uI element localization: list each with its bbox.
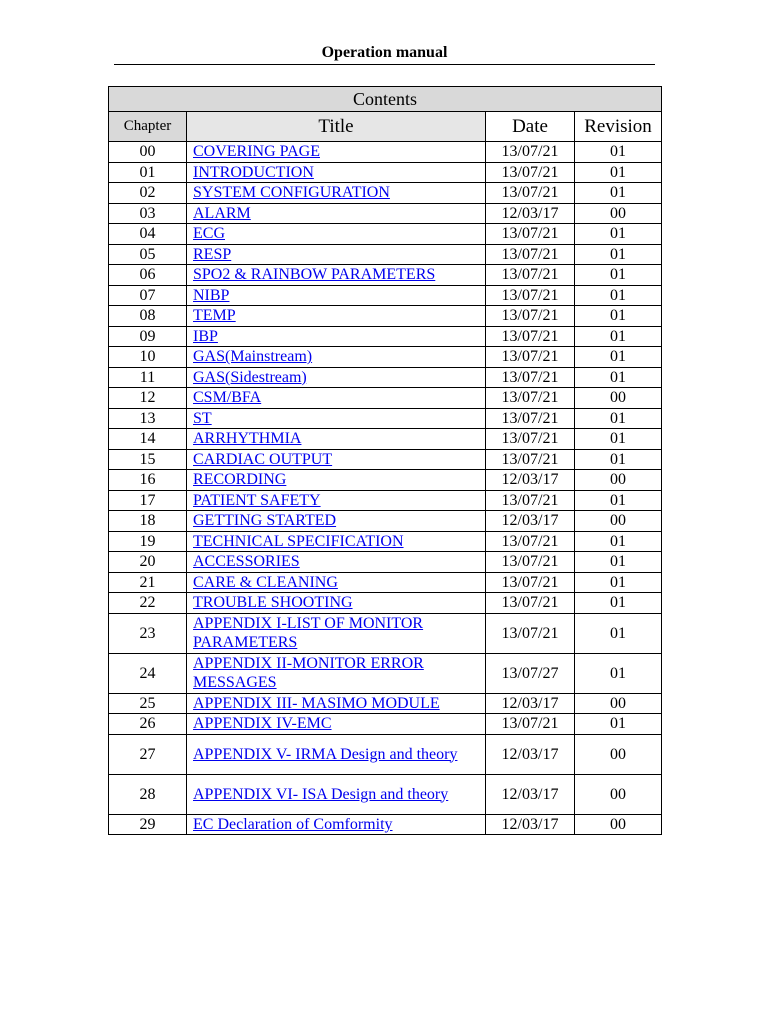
chapter-date: 13/07/27 — [486, 653, 575, 693]
table-row — [109, 613, 662, 653]
chapter-link[interactable]: APPENDIX V- IRMA Design and theory — [193, 745, 458, 763]
chapter-title-cell — [187, 449, 486, 470]
chapter-title-cell — [187, 408, 486, 429]
chapter-revision: 01 — [575, 162, 662, 183]
contents-caption: Contents — [109, 87, 662, 112]
chapter-date: 12/03/17 — [486, 511, 575, 532]
chapter-number: 28 — [109, 774, 187, 814]
chapter-revision: 00 — [575, 693, 662, 714]
chapter-date: 13/07/21 — [486, 162, 575, 183]
chapter-link[interactable]: CARDIAC OUTPUT — [193, 450, 333, 468]
chapter-date: 13/07/21 — [486, 265, 575, 286]
chapter-number: 08 — [109, 306, 187, 327]
chapter-revision: 01 — [575, 572, 662, 593]
chapter-link[interactable]: EC Declaration of Comformity — [193, 815, 393, 833]
chapter-number: 26 — [109, 714, 187, 735]
chapter-revision: 00 — [575, 203, 662, 224]
chapter-date: 13/07/21 — [486, 408, 575, 429]
chapter-number: 21 — [109, 572, 187, 593]
chapter-number: 22 — [109, 593, 187, 614]
chapter-title-cell — [187, 142, 486, 163]
chapter-link[interactable]: RESP — [193, 245, 232, 263]
chapter-number: 12 — [109, 388, 187, 409]
chapter-number: 29 — [109, 814, 187, 835]
chapter-revision: 01 — [575, 367, 662, 388]
chapter-date: 13/07/21 — [486, 552, 575, 573]
chapter-revision: 01 — [575, 449, 662, 470]
chapter-date: 13/07/21 — [486, 531, 575, 552]
chapter-number: 18 — [109, 511, 187, 532]
chapter-link[interactable]: SYSTEM CONFIGURATION — [193, 184, 390, 202]
chapter-link[interactable]: GAS(Sidestream) — [193, 368, 307, 386]
chapter-revision: 01 — [575, 531, 662, 552]
chapter-link[interactable]: RECORDING — [193, 471, 287, 489]
table-row — [109, 734, 662, 774]
chapter-link[interactable]: APPENDIX VI- ISA Design and theory — [193, 785, 449, 803]
chapter-link[interactable]: APPENDIX IV-EMC — [193, 715, 332, 733]
contents-caption-row — [109, 87, 662, 112]
table-row — [109, 306, 662, 327]
chapter-revision: 01 — [575, 265, 662, 286]
chapter-revision: 01 — [575, 347, 662, 368]
chapter-title-cell — [187, 367, 486, 388]
chapter-revision: 01 — [575, 326, 662, 347]
chapter-title-cell — [187, 774, 486, 814]
table-row — [109, 490, 662, 511]
table-row — [109, 511, 662, 532]
chapter-number: 06 — [109, 265, 187, 286]
chapter-title-cell — [187, 388, 486, 409]
chapter-revision: 00 — [575, 470, 662, 491]
chapter-date: 12/03/17 — [486, 470, 575, 491]
chapter-title-cell — [187, 552, 486, 573]
chapter-title-cell — [187, 693, 486, 714]
table-row — [109, 367, 662, 388]
chapter-number: 17 — [109, 490, 187, 511]
chapter-title-cell — [187, 326, 486, 347]
table-row — [109, 244, 662, 265]
table-row — [109, 531, 662, 552]
table-row — [109, 265, 662, 286]
chapter-date: 12/03/17 — [486, 774, 575, 814]
table-row — [109, 285, 662, 306]
chapter-link[interactable]: ARRHYTHMIA — [193, 430, 302, 448]
chapter-number: 15 — [109, 449, 187, 470]
chapter-title-cell — [187, 814, 486, 835]
table-row — [109, 593, 662, 614]
table-row — [109, 814, 662, 835]
chapter-link[interactable]: NIBP — [193, 286, 230, 304]
chapter-date: 13/07/21 — [486, 429, 575, 450]
chapter-link[interactable]: TROUBLE SHOOTING — [193, 594, 353, 612]
chapter-date: 12/03/17 — [486, 734, 575, 774]
chapter-link[interactable]: CSM/BFA — [193, 389, 262, 407]
chapter-link[interactable]: GETTING STARTED — [193, 512, 337, 530]
chapter-number: 16 — [109, 470, 187, 491]
chapter-link[interactable]: CARE & CLEANING — [193, 573, 338, 591]
table-row — [109, 224, 662, 245]
chapter-link[interactable]: TEMP — [193, 307, 236, 325]
chapter-revision: 01 — [575, 429, 662, 450]
chapter-revision: 01 — [575, 714, 662, 735]
table-row — [109, 388, 662, 409]
contents-table-container — [108, 86, 661, 835]
chapter-title-cell — [187, 203, 486, 224]
chapter-link[interactable]: APPENDIX III- MASIMO MODULE — [193, 694, 440, 712]
chapter-date: 13/07/21 — [486, 326, 575, 347]
table-row — [109, 693, 662, 714]
chapter-number: 05 — [109, 244, 187, 265]
table-row — [109, 572, 662, 593]
chapter-number: 27 — [109, 734, 187, 774]
table-row — [109, 162, 662, 183]
chapter-date: 13/07/21 — [486, 714, 575, 735]
chapter-revision: 01 — [575, 593, 662, 614]
chapter-link[interactable]: ECG — [193, 225, 225, 243]
table-row — [109, 142, 662, 163]
chapter-link[interactable]: ACCESSORIES — [193, 553, 300, 571]
chapter-date: 13/07/21 — [486, 572, 575, 593]
column-header-title: Title — [187, 112, 486, 142]
chapter-revision: 01 — [575, 552, 662, 573]
chapter-date: 12/03/17 — [486, 203, 575, 224]
chapter-revision: 00 — [575, 388, 662, 409]
chapter-date: 13/07/21 — [486, 593, 575, 614]
contents-table — [108, 86, 662, 835]
chapter-date: 12/03/17 — [486, 693, 575, 714]
column-header-date: Date — [486, 112, 575, 142]
chapter-link[interactable]: SPO2 & RAINBOW PARAMETERS — [193, 266, 436, 284]
table-row — [109, 408, 662, 429]
column-header-chapter: Chapter — [109, 112, 187, 142]
chapter-revision: 01 — [575, 653, 662, 693]
chapter-link[interactable]: INTRODUCTION — [193, 163, 314, 181]
chapter-revision: 01 — [575, 183, 662, 204]
chapter-number: 00 — [109, 142, 187, 163]
table-row — [109, 653, 662, 693]
chapter-date: 13/07/21 — [486, 490, 575, 511]
chapter-revision: 00 — [575, 814, 662, 835]
chapter-number: 24 — [109, 653, 187, 693]
chapter-link[interactable]: APPENDIX II-MONITOR ERROR MESSAGES — [193, 655, 424, 691]
chapter-date: 13/07/21 — [486, 388, 575, 409]
table-row — [109, 429, 662, 450]
chapter-title-cell — [187, 347, 486, 368]
chapter-date: 13/07/21 — [486, 306, 575, 327]
chapter-revision: 01 — [575, 490, 662, 511]
contents-table-body — [109, 142, 662, 835]
chapter-number: 02 — [109, 183, 187, 204]
chapter-link[interactable]: APPENDIX I-LIST OF MONITOR PARAMETERS — [193, 615, 424, 651]
chapter-date: 13/07/21 — [486, 285, 575, 306]
chapter-revision: 00 — [575, 511, 662, 532]
chapter-revision: 01 — [575, 224, 662, 245]
table-row — [109, 714, 662, 735]
chapter-date: 13/07/21 — [486, 183, 575, 204]
chapter-title-cell — [187, 531, 486, 552]
table-row — [109, 470, 662, 491]
chapter-title-cell — [187, 306, 486, 327]
chapter-title-cell — [187, 244, 486, 265]
table-row — [109, 449, 662, 470]
chapter-title-cell — [187, 162, 486, 183]
table-row — [109, 183, 662, 204]
chapter-date: 13/07/21 — [486, 347, 575, 368]
chapter-title-cell — [187, 429, 486, 450]
chapter-link[interactable]: IBP — [193, 327, 218, 345]
column-header-revision: Revision — [575, 112, 662, 142]
chapter-number: 13 — [109, 408, 187, 429]
chapter-title-cell — [187, 265, 486, 286]
column-header-row — [109, 112, 662, 142]
chapter-revision: 01 — [575, 613, 662, 653]
chapter-title-cell — [187, 490, 486, 511]
chapter-number: 19 — [109, 531, 187, 552]
chapter-title-cell — [187, 285, 486, 306]
chapter-number: 14 — [109, 429, 187, 450]
chapter-title-cell — [187, 572, 486, 593]
chapter-date: 12/03/17 — [486, 814, 575, 835]
chapter-number: 07 — [109, 285, 187, 306]
chapter-revision: 01 — [575, 244, 662, 265]
table-row — [109, 774, 662, 814]
chapter-link[interactable]: GAS(Mainstream) — [193, 348, 313, 366]
chapter-title-cell — [187, 613, 486, 653]
chapter-date: 13/07/21 — [486, 142, 575, 163]
chapter-title-cell — [187, 511, 486, 532]
chapter-link[interactable]: ST — [193, 409, 212, 427]
chapter-number: 23 — [109, 613, 187, 653]
page-header-title: Operation manual — [114, 42, 655, 65]
chapter-date: 13/07/21 — [486, 449, 575, 470]
chapter-title-cell — [187, 593, 486, 614]
chapter-title-cell — [187, 224, 486, 245]
chapter-revision: 00 — [575, 774, 662, 814]
chapter-link[interactable]: ALARM — [193, 204, 251, 222]
chapter-title-cell — [187, 653, 486, 693]
chapter-date: 13/07/21 — [486, 244, 575, 265]
table-row — [109, 552, 662, 573]
table-row — [109, 203, 662, 224]
chapter-revision: 01 — [575, 306, 662, 327]
chapter-number: 20 — [109, 552, 187, 573]
chapter-link[interactable]: COVERING PAGE — [193, 143, 320, 161]
chapter-date: 13/07/21 — [486, 224, 575, 245]
chapter-number: 03 — [109, 203, 187, 224]
chapter-revision: 01 — [575, 142, 662, 163]
chapter-revision: 00 — [575, 734, 662, 774]
chapter-number: 01 — [109, 162, 187, 183]
chapter-number: 09 — [109, 326, 187, 347]
table-row — [109, 347, 662, 368]
table-row — [109, 326, 662, 347]
chapter-revision: 01 — [575, 408, 662, 429]
chapter-title-cell — [187, 734, 486, 774]
chapter-date: 13/07/21 — [486, 367, 575, 388]
chapter-number: 25 — [109, 693, 187, 714]
chapter-number: 11 — [109, 367, 187, 388]
chapter-number: 04 — [109, 224, 187, 245]
chapter-number: 10 — [109, 347, 187, 368]
chapter-link[interactable]: PATIENT SAFETY — [193, 491, 321, 509]
chapter-title-cell — [187, 183, 486, 204]
chapter-title-cell — [187, 714, 486, 735]
chapter-revision: 01 — [575, 285, 662, 306]
chapter-link[interactable]: TECHNICAL SPECIFICATION — [193, 532, 404, 550]
chapter-date: 13/07/21 — [486, 613, 575, 653]
chapter-title-cell — [187, 470, 486, 491]
